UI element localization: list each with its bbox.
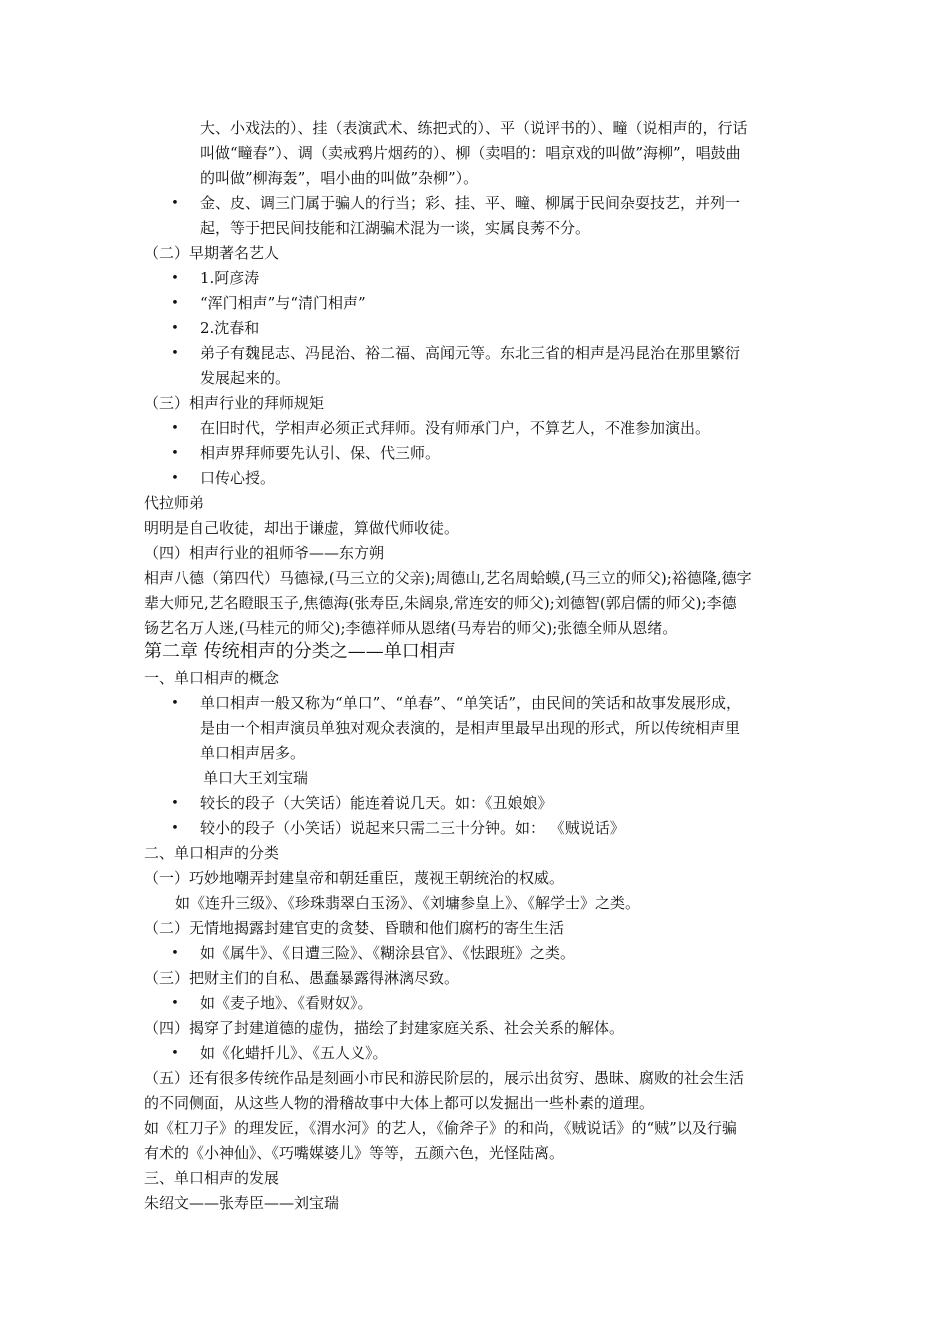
paragraph: 明明是自己收徒，却出于谦虚，算做代师收徒。 xyxy=(144,519,460,537)
bullet-icon: • xyxy=(171,271,179,286)
paragraph: 钖艺名万人迷,(马桂元的师父);李德祥师从恩绪(马寿岩的师父);张德全师从恩绪。 xyxy=(144,619,678,637)
bullet-text: 2.沈春和 xyxy=(200,319,260,337)
bullet-icon: • xyxy=(171,796,179,811)
bullet-text: 口传心授。 xyxy=(200,469,276,487)
paragraph: 有术的《小神仙》、《巧嘴媒婆儿》等等，五颜六色，光怪陆离。 xyxy=(144,1144,565,1162)
bullet-text: 1.阿彦涛 xyxy=(200,269,260,287)
paragraph: 相声八德（第四代）马德禄,(马三立的父亲);周德山,艺名周蛤蟆,(马三立的师父);裕德隆,德字 xyxy=(144,569,752,587)
bullet-icon: • xyxy=(171,471,179,486)
bullet-text: 如《麦子地》、《看财奴》。 xyxy=(200,994,373,1012)
subsection-heading: （二）无情地揭露封建官吏的贪婪、昏聩和他们腐朽的寄生生活 xyxy=(144,919,565,937)
continued-text-line: 大、小戏法的）、挂（表演武术、练把式的）、平（说评书的）、疃（说相声的，行话 xyxy=(200,119,748,137)
chapter-title: 第二章 传统相声的分类之——单口相声 xyxy=(144,641,456,662)
bullet-text: “浑门相声”与“清门相声” xyxy=(200,294,366,312)
bullet-icon: • xyxy=(171,346,179,361)
bullet-text: 相声界拜师要先认引、保、代三师。 xyxy=(200,444,441,462)
subsection-heading: （一）巧妙地嘲弄封建皇帝和朝廷重臣，蔑视王朝统治的权威。 xyxy=(144,869,565,887)
continued-text-line: 叫做“疃春”）、调（卖戒鸦片烟药的）、柳（卖唱的：唱京戏的叫做”海柳”，唱鼓曲 xyxy=(200,144,741,162)
bullet-text: 金、皮、调三门属于骗人的行当；彩、挂、平、疃、柳属于民间杂耍技艺，并列一 xyxy=(200,194,741,212)
section-heading: （二）早期著名艺人 xyxy=(144,244,280,262)
bullet-text: 较长的段子（大笑话）能连着说几天。如：《丑娘娘》 xyxy=(200,794,553,812)
subsection-heading: （四）揭穿了封建道德的虚伪，描绘了封建家庭关系、社会关系的解体。 xyxy=(144,1019,625,1037)
paragraph: 如《连升三级》、《珍珠翡翠白玉汤》、《刘墉参皇上》、《解学士》之类。 xyxy=(175,894,641,912)
bullet-icon: • xyxy=(171,296,179,311)
section-heading: （四）相声行业的祖师爷——东方朔 xyxy=(144,544,385,562)
bullet-text: 单口相声居多。 xyxy=(200,744,306,762)
paragraph: 辈大师兄,艺名瞪眼玉子,焦德海(张寿臣,朱阔泉,常连安的师父);刘德智(郭启儒的师父);李德 xyxy=(144,594,737,612)
bullet-text: 单口相声一般又称为“单口”、“单春”、“单笑话”，由民间的笑话和故事发展形成， xyxy=(200,694,742,712)
bullet-icon: • xyxy=(171,946,179,961)
bullet-icon: • xyxy=(171,421,179,436)
bullet-text: 发展起来的。 xyxy=(200,369,291,387)
bullet-text: 在旧时代，学相声必须正式拜师。没有师承门户，不算艺人，不准参加演出。 xyxy=(200,419,711,437)
paragraph: 单口大王刘宝瑞 xyxy=(203,769,309,787)
bullet-icon: • xyxy=(171,696,179,711)
bullet-text: 弟子有魏昆志、冯昆治、裕二福、高闻元等。东北三省的相声是冯昆治在那里繁衍 xyxy=(200,344,741,362)
bullet-icon: • xyxy=(171,321,179,336)
paragraph: 朱绍文——张寿臣——刘宝瑞 xyxy=(144,1194,340,1212)
bullet-text: 较小的段子（小笑话）说起来只需二三十分钟。如： 《贼说话》 xyxy=(200,819,625,837)
section-heading: 二、单口相声的分类 xyxy=(144,844,280,862)
bullet-text: 是由一个相声演员单独对观众表演的，是相声里最早出现的形式，所以传统相声里 xyxy=(200,719,741,737)
bullet-icon: • xyxy=(171,1046,179,1061)
bullet-text: 如《化蜡扦儿》、《五人义》。 xyxy=(200,1044,388,1062)
section-heading: 三、单口相声的发展 xyxy=(144,1169,280,1187)
bullet-icon: • xyxy=(171,196,179,211)
paragraph: 如《杠刀子》的理发匠，《渭水河》的艺人，《偷斧子》的和尚，《贼说话》的“贼”以及行骗 xyxy=(144,1119,737,1137)
bullet-icon: • xyxy=(171,446,179,461)
section-heading: 一、单口相声的概念 xyxy=(144,669,280,687)
bullet-icon: • xyxy=(171,996,179,1011)
section-heading: （三）相声行业的拜师规矩 xyxy=(144,394,325,412)
continued-text-line: 的叫做”柳海轰”，唱小曲的叫做”杂柳”）。 xyxy=(200,169,479,187)
subsection-heading: 的不同侧面，从这些人物的滑稽故事中大体上都可以发掘出一些朴素的道理。 xyxy=(144,1094,655,1112)
bullet-text: 如《属牛》、《日遭三险》、《糊涂县官》、《怯跟班》之类。 xyxy=(200,944,576,962)
paragraph: 代拉师弟 xyxy=(144,494,205,512)
bullet-text: 起，等于把民间技能和江湖骗术混为一谈，实属良莠不分。 xyxy=(200,219,591,237)
subsection-heading: （五）还有很多传统作品是刻画小市民和游民阶层的，展示出贫穷、愚昧、腐败的社会生活 xyxy=(144,1069,745,1087)
bullet-icon: • xyxy=(171,821,179,836)
subsection-heading: （三）把财主们的自私、愚蠢暴露得淋漓尽致。 xyxy=(144,969,460,987)
